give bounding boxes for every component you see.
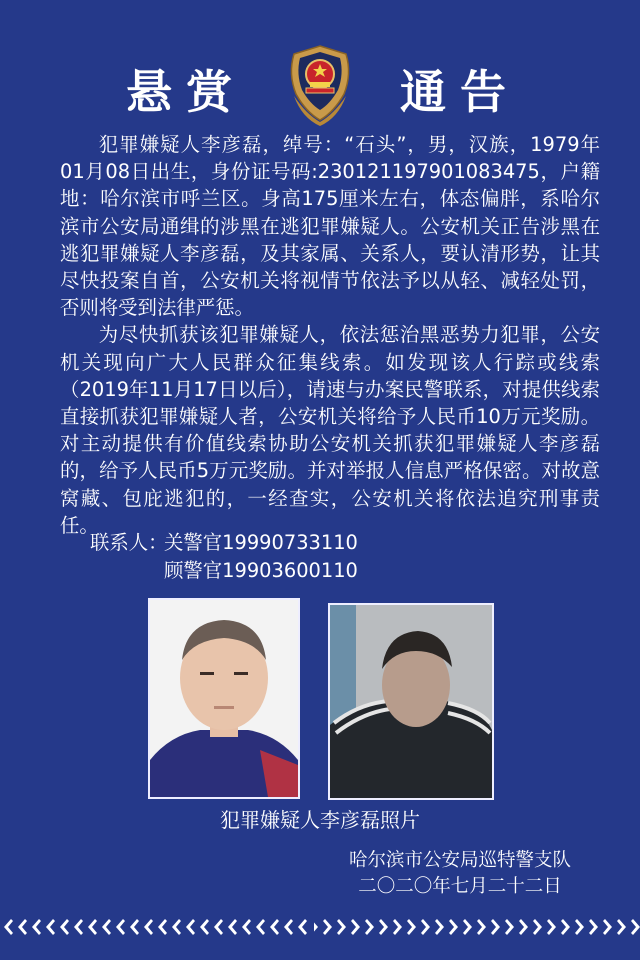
contact-officer-gu: 顾警官19903600110 (164, 559, 358, 582)
header (0, 44, 640, 126)
contact-officer-guan: 关警官19990733110 (164, 531, 358, 554)
suspect-surveillance-photo (328, 603, 494, 800)
title-reward: 悬赏 (126, 65, 246, 119)
contact-block (90, 529, 358, 585)
notice-body (60, 131, 600, 539)
photo-caption: 犯罪嫌疑人李彦磊照片 (220, 808, 420, 832)
signoff (330, 848, 590, 900)
contact-label: 联系人： (90, 531, 168, 554)
suspect-id-photo (148, 598, 300, 799)
issue-date: 二〇二〇年七月二十二日 (358, 876, 562, 897)
paragraph-reward-info: 为尽快抓获该犯罪嫌疑人，依法惩治黑恶势力犯罪，公安机关现向广大人民群众征集线索。如发现该人行踪或线索（2019年11月17日以后），请速与办案民警联系，对提供线索直接抓获犯罪嫌疑人者，公安机关将给予人民币10万元奖励。对主动提供有价值线索协助公安机关抓获犯罪嫌疑人李彦磊的，给予人民币5万元奖励。并对举报人信息严格保密。对故意窝藏、包庇逃犯的，一经查实，公安机关将依法追究刑事责任。 (60, 323, 600, 537)
police-emblem-icon (282, 44, 358, 126)
issuer: 哈尔滨市公安局巡特警支队 (348, 850, 571, 871)
person-icon (150, 600, 298, 797)
person-icon (330, 605, 492, 798)
title-notice: 通告 (400, 65, 520, 119)
paragraph-suspect-info: 犯罪嫌疑人李彦磊，绰号：“石头”，男，汉族，1979年01月08日出生，身份证号码:230121197901083475，户籍地：哈尔滨市呼兰区。身高175厘米左右，体态偏胖，系哈尔滨市公安局通缉的涉黑在逃犯罪嫌疑人。公安机关正告涉黑在逃犯罪嫌疑人李彦磊，及其家属、关系人，要认清形势，让其尽快投案自首，公安机关将视情节依法予以从轻、减轻处罚，否则将受到法律严惩。 (60, 133, 600, 320)
chevron-border-decoration (0, 916, 640, 938)
